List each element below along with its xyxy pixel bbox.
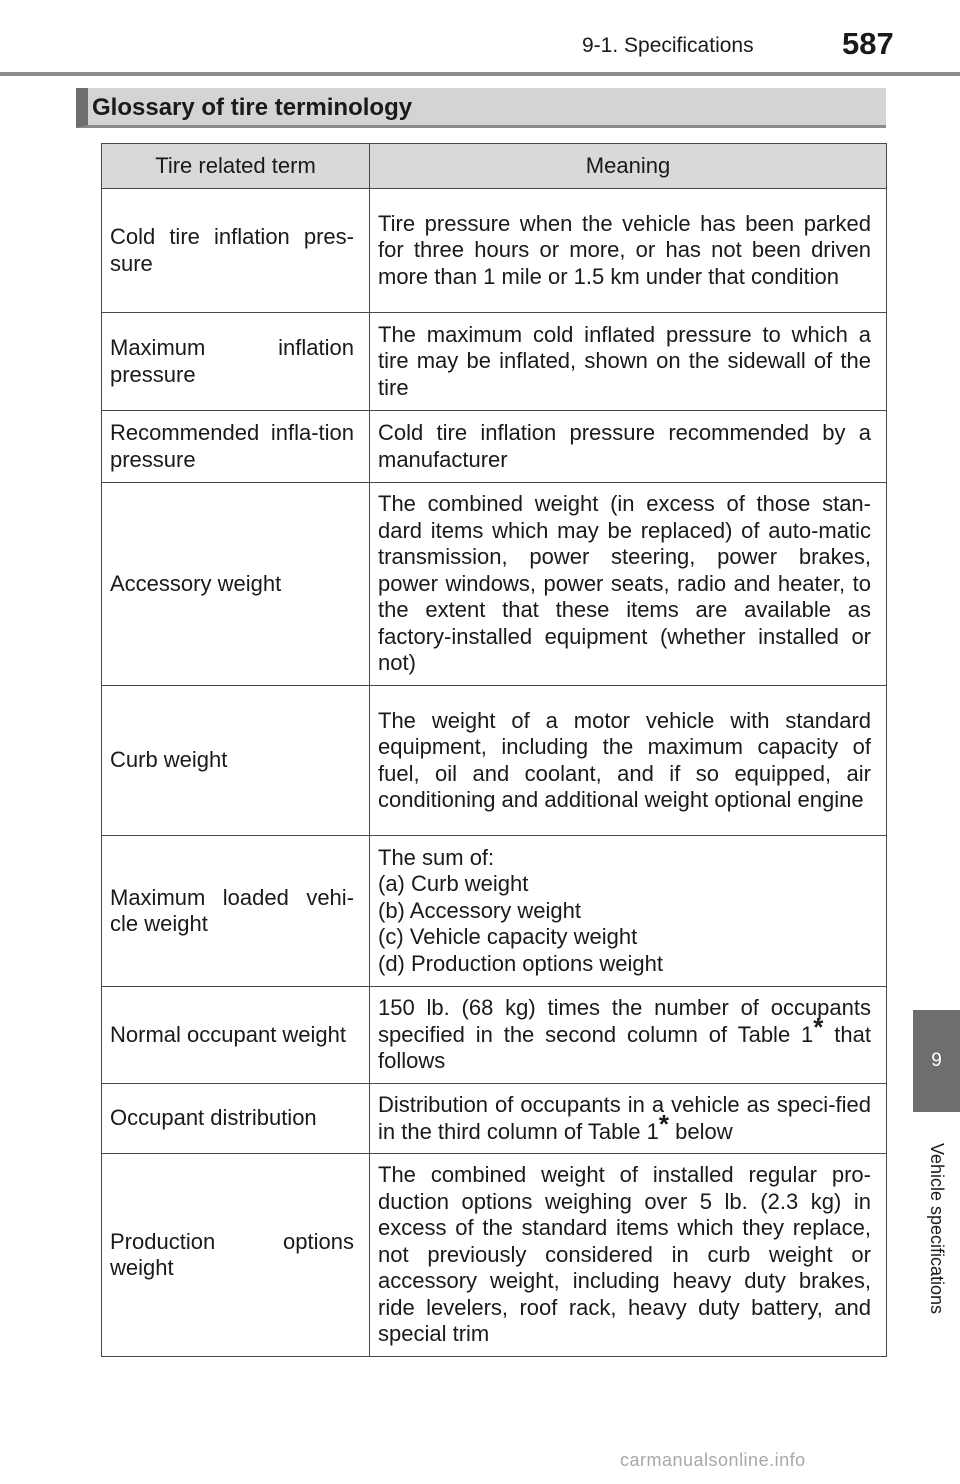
meaning-line: (d) Production options weight (378, 950, 663, 976)
table-row (102, 189, 887, 313)
term-cell: Cold tire inflation pres-sure (102, 189, 370, 313)
watermark: carmanualsonline.info (620, 1450, 806, 1470)
glossary-table (101, 143, 887, 1357)
meaning-cell (370, 836, 887, 987)
meaning-line: (c) Vehicle capacity weight (378, 924, 638, 950)
meaning-text: Distribution of occupants in a vehicle as speci-fied in the third column of Table 1 (378, 1092, 871, 1144)
chapter-tab-label-text: Vehicle specifications (927, 1142, 948, 1314)
meaning-text: 150 lb. (68 kg) times the number of occupants specified in the second column of Table 1 (378, 995, 871, 1047)
term-cell: Occupant distribution (102, 1084, 370, 1154)
table-row (102, 1154, 887, 1357)
meaning-text-after: that follows (378, 1021, 871, 1074)
page-number: 587 (842, 26, 894, 61)
chapter-tab-number: 9 (913, 1010, 960, 1112)
meaning-text-after: below (669, 1118, 733, 1144)
table-row (102, 483, 887, 686)
term-cell: Recommended infla-tion pressure (102, 411, 370, 483)
table-row (102, 836, 887, 987)
section-heading: Glossary of tire terminology (76, 88, 886, 128)
term-cell: Accessory weight (102, 483, 370, 686)
meaning-line: The sum of: (378, 844, 495, 870)
chapter-tab-label (913, 1118, 960, 1338)
meaning-line: (b) Accessory weight (378, 897, 581, 923)
column-header-term: Tire related term (102, 144, 370, 189)
meaning-cell (370, 987, 887, 1084)
table-header-row (102, 144, 887, 189)
column-header-meaning: Meaning (370, 144, 887, 189)
meaning-cell: Tire pressure when the vehicle has been parked for three hours or more, or has not been driven more than 1 mile or 1.5 km under that condition (370, 189, 887, 313)
meaning-cell (370, 1084, 887, 1154)
term-cell: Maximum inflation pressure (102, 313, 370, 411)
table-row (102, 987, 887, 1084)
meaning-cell: The combined weight (in excess of those stan-dard items which may be replaced) of auto-matic transmission, power steering, power brakes, power windows, power seats, radio and heater, to the extent that these items are available as factory-installed equipment (whether installed or not) (370, 483, 887, 686)
table-row (102, 411, 887, 483)
table-row (102, 1084, 887, 1154)
footnote-star: * (813, 1011, 824, 1042)
meaning-cell: The weight of a motor vehicle with standard equipment, including the maximum capacity of fuel, oil and coolant, and if so equipped, air conditioning and additional weight optional engine (370, 686, 887, 836)
table-row (102, 686, 887, 836)
term-cell: Production options weight (102, 1154, 370, 1357)
term-cell: Maximum loaded vehi-cle weight (102, 836, 370, 987)
footnote-star: * (658, 1108, 670, 1139)
meaning-cell: Cold tire inflation pressure recommended by a manufacturer (370, 411, 887, 483)
term-cell: Curb weight (102, 686, 370, 836)
table-row (102, 313, 887, 411)
term-cell: Normal occupant weight (102, 987, 370, 1084)
meaning-cell: The maximum cold inflated pressure to which a tire may be inflated, shown on the sidewall of the tire (370, 313, 887, 411)
header-section-title: 9-1. Specifications (582, 34, 754, 57)
meaning-cell: The combined weight of installed regular pro-duction options weighing over 5 lb. (2.3 kg) in excess of the standard items which they replace, not previously considered in curb weight or accessory weight, including heavy duty brakes, ride levelers, roof rack, heavy duty battery, and special trim (370, 1154, 887, 1357)
header-divider (0, 72, 960, 76)
meaning-line: (a) Curb weight (378, 871, 529, 897)
